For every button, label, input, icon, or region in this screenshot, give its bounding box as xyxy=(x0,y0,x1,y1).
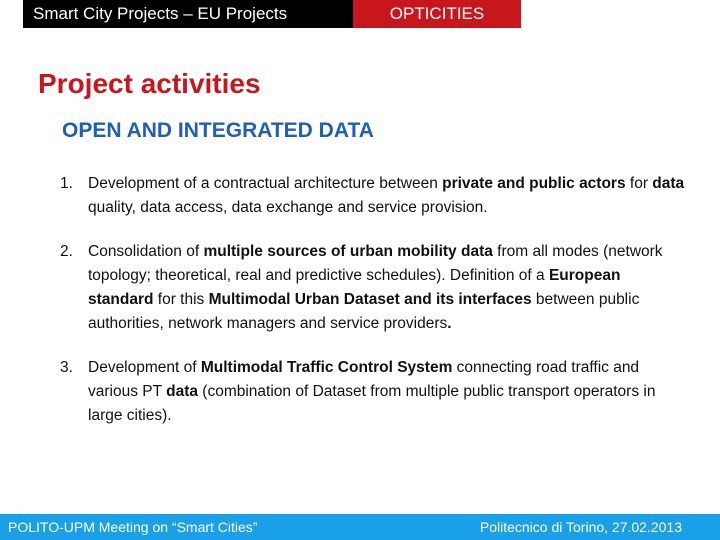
text-segment: connecting road traffic and various PT xyxy=(88,359,640,400)
text-segment: quality, data access, data exchange and service provision. xyxy=(88,199,488,216)
text-segment: between public authorities, network managers and service providers xyxy=(88,291,640,332)
activity-text xyxy=(88,356,690,428)
activity-list xyxy=(60,172,690,428)
slide-subtitle: OPEN AND INTEGRATED DATA xyxy=(62,119,374,142)
header-project-category: Smart City Projects – EU Projects xyxy=(23,0,353,28)
footer-meeting-label: POLITO-UPM Meeting on “Smart Cities” xyxy=(8,519,258,535)
text-segment-bold: private and public actors xyxy=(442,175,626,192)
activity-text xyxy=(88,172,690,220)
text-segment-bold: multiple sources of urban mobility data xyxy=(203,243,493,260)
text-segment-bold: . xyxy=(447,315,452,332)
text-segment-bold: European standard xyxy=(88,267,621,308)
activity-item xyxy=(60,356,690,428)
text-segment-bold: Multimodal Traffic Control System xyxy=(200,359,453,376)
activity-text xyxy=(88,240,690,336)
activity-number: 3. xyxy=(60,359,73,376)
text-segment: Consolidation of xyxy=(88,243,204,260)
text-segment: for this xyxy=(153,291,209,308)
activity-number: 2. xyxy=(60,243,73,260)
text-segment-bold: data xyxy=(166,383,198,400)
text-segment: Development of xyxy=(88,359,201,376)
activity-number: 1. xyxy=(60,175,73,192)
text-segment: (combination of Dataset from multiple public transport operators in large cities). xyxy=(88,383,656,424)
slide-title: Project activities xyxy=(38,68,261,99)
text-segment: for xyxy=(625,175,653,192)
text-segment: from all modes (network topology; theoretical, real and predictive schedules). Definition of a xyxy=(88,243,663,284)
text-segment: Development of a contractual architecture between xyxy=(88,175,443,192)
text-segment-bold: data xyxy=(652,175,685,192)
activity-item xyxy=(60,240,690,336)
footer-venue-date: Politecnico di Torino, 27.02.2013 xyxy=(479,519,682,535)
text-segment-bold: Multimodal Urban Dataset and its interfaces xyxy=(208,291,532,308)
footer-bar xyxy=(0,514,720,540)
activity-item xyxy=(60,172,690,220)
header-project-name: OPTICITIES xyxy=(353,0,521,28)
